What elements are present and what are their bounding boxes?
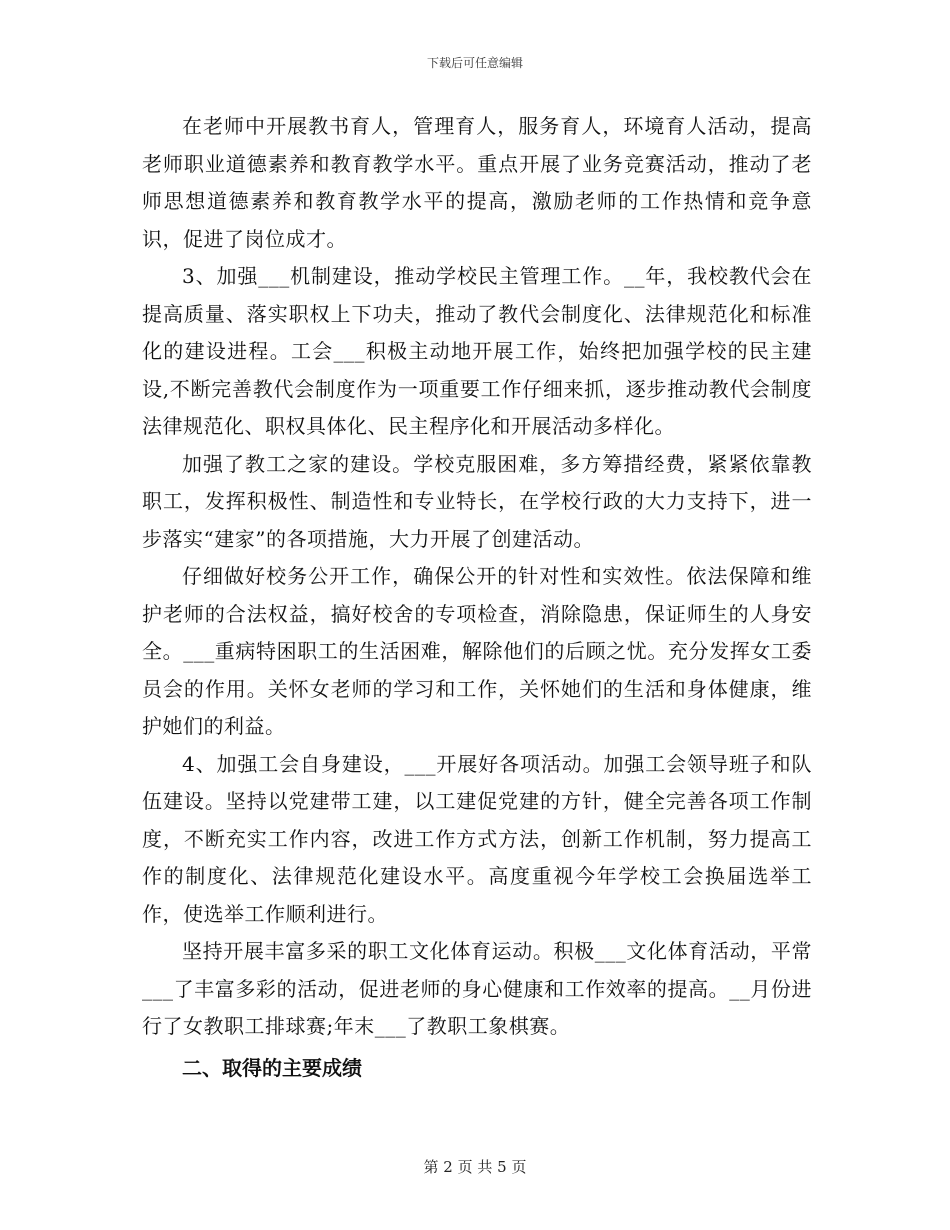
section-heading-achievements: 二、取得的主要成绩 <box>182 1055 362 1080</box>
paragraph-school-affairs: 仔细做好校务公开工作，确保公开的针对性和实效性。依法保障和维护老师的合法权益，搞好校舍的专项检查，消除隐患，保证师生的人身安全。___重病特困职工的生活困难，解除他们的后顾之忧。充分发挥女工委员会的作用。关怀女老师的学习和工作，关怀她们的生活和身体健康，维护她们的利益。 <box>142 564 812 738</box>
page-number-footer: 第 2 页 共 5 页 <box>423 1158 527 1176</box>
paragraph-culture-sports: 坚持开展丰富多采的职工文化体育运动。积极___文化体育活动，平常___了丰富多彩的活动，促进老师的身心健康和工作效率的提高。__月份进行了女教职工排球赛;年末___了教职工象棋赛。 <box>142 939 812 1038</box>
paragraph-union-self-building: 4、加强工会自身建设，___开展好各项活动。加强工会领导班子和队伍建设。坚持以党建带工建，以工建促党建的方针，健全完善各项工作制度，不断充实工作内容，改进工作方式方法，创新工作机制，努力提高工作的制度化、法律规范化建设水平。高度重视今年学校工会换届选举工作，使选举工作顺利进行。 <box>142 751 812 926</box>
paragraph-teacher-ethics: 在老师中开展教书育人，管理育人，服务育人，环境育人活动，提高老师职业道德素养和教育教学水平。重点开展了业务竞赛活动，推动了老师思想道德素养和教育教学水平的提高，激励老师的工作热情和竞争意识，促进了岗位成才。 <box>142 114 812 251</box>
paragraph-staff-home: 加强了教工之家的建设。学校克服困难，多方筹措经费，紧紧依靠教职工，发挥积极性、制造性和专业特长，在学校行政的大力支持下，进一步落实“建家”的各项措施，大力开展了创建活动。 <box>142 451 812 551</box>
header-note: 下载后可任意编辑 <box>426 56 523 70</box>
document-body <box>142 108 812 1087</box>
paragraph-democratic-management: 3、加强___机制建设，推动学校民主管理工作。__年，我校教代会在提高质量、落实职权上下功夫，推动了教代会制度化、法律规范化和标准化的建设进程。工会___积极主动地开展工作，始终把加强学校的民主建设,不断完善教代会制度作为一项重要工作仔细来抓，逐步推动教代会制度法律规范化、职权具体化、民主程序化和开展活动多样化。 <box>142 264 812 438</box>
